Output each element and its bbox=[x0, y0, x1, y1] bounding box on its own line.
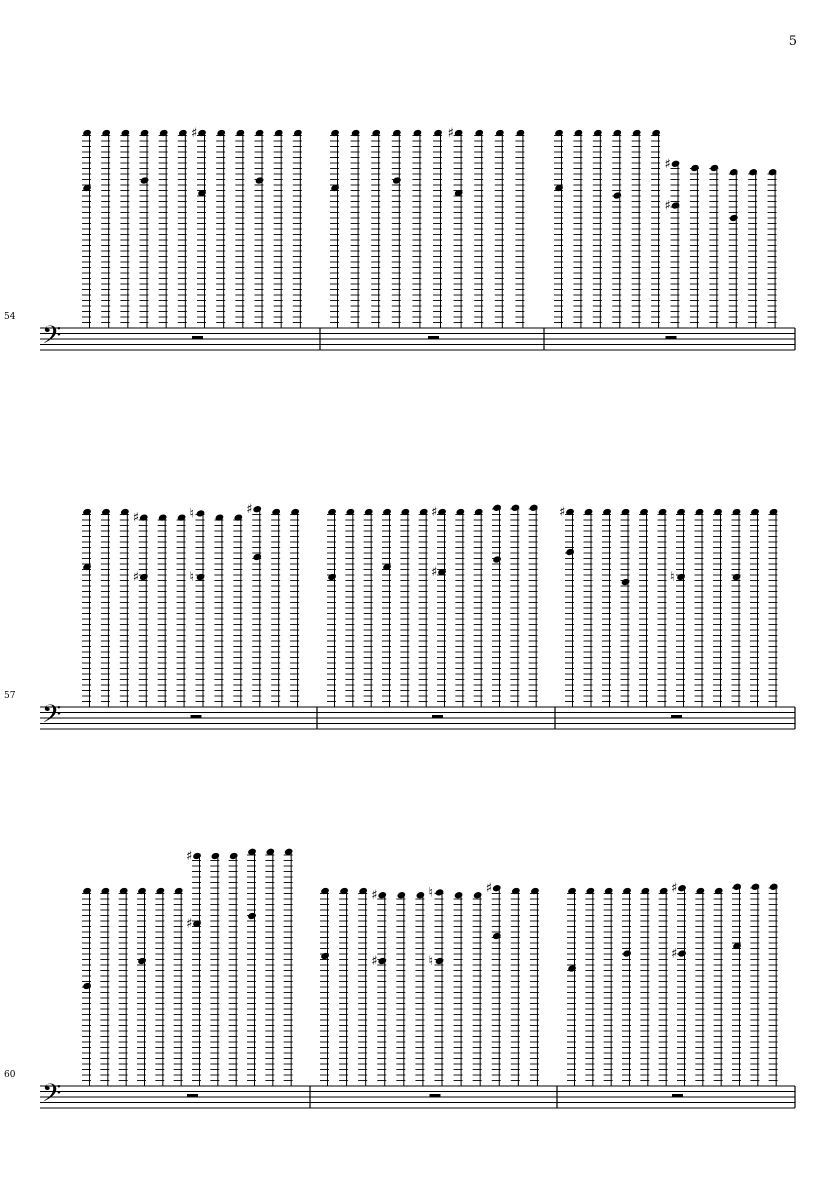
sharp-accidental-icon: ♯ bbox=[664, 156, 671, 172]
note-head bbox=[492, 504, 502, 512]
note-head bbox=[492, 884, 502, 892]
sharp-accidental-icon: ♯ bbox=[671, 946, 678, 962]
note-head bbox=[729, 168, 739, 176]
note-head bbox=[247, 912, 257, 920]
sharp-accidental-icon: ♯ bbox=[664, 198, 671, 214]
note-head bbox=[139, 573, 149, 581]
sharp-accidental-icon: ♯ bbox=[371, 888, 378, 904]
page-number: 5 bbox=[788, 34, 797, 49]
note-head bbox=[252, 505, 262, 513]
note-head bbox=[677, 884, 687, 892]
half-rest bbox=[432, 715, 443, 719]
note-head bbox=[252, 553, 262, 561]
note-head bbox=[751, 883, 761, 891]
note-head bbox=[690, 164, 700, 172]
note-head bbox=[710, 164, 720, 172]
note-head bbox=[215, 513, 225, 521]
note-head bbox=[748, 168, 758, 176]
sharp-accidental-icon: ♯ bbox=[431, 505, 438, 520]
sharp-accidental-icon: ♯ bbox=[246, 502, 253, 518]
note-head bbox=[565, 548, 575, 556]
bass-clef-icon: 𝄢 bbox=[42, 321, 62, 356]
note-head bbox=[327, 573, 337, 581]
half-rest bbox=[192, 336, 203, 340]
half-rest bbox=[428, 336, 439, 340]
bass-clef-icon: 𝄢 bbox=[42, 700, 62, 735]
note-head bbox=[492, 932, 502, 940]
note-head bbox=[435, 957, 445, 965]
note-head bbox=[671, 160, 681, 168]
half-rest bbox=[666, 336, 677, 340]
note-head bbox=[140, 176, 150, 184]
note-head bbox=[320, 952, 330, 960]
note-head bbox=[732, 573, 742, 581]
natural-accidental-icon: ♮ bbox=[428, 885, 434, 901]
note-head bbox=[255, 176, 265, 184]
sharp-accidental-icon: ♯ bbox=[132, 510, 140, 526]
note-head bbox=[397, 891, 407, 899]
natural-accidental-icon: ♮ bbox=[189, 506, 195, 522]
note-head bbox=[473, 891, 483, 899]
note-head bbox=[454, 891, 464, 899]
note-head bbox=[192, 852, 202, 860]
half-rest bbox=[671, 715, 682, 719]
note-head bbox=[82, 982, 92, 990]
note-head bbox=[567, 964, 577, 972]
note-head bbox=[769, 883, 779, 891]
note-head bbox=[158, 513, 168, 521]
note-head bbox=[211, 852, 221, 860]
note-head bbox=[435, 888, 445, 896]
note-head bbox=[676, 573, 686, 581]
sharp-accidental-icon: ♯ bbox=[431, 565, 438, 580]
note-head bbox=[416, 891, 426, 899]
note-head bbox=[377, 891, 387, 899]
note-head bbox=[229, 852, 239, 860]
note-head bbox=[139, 513, 149, 521]
measure-number: 57 bbox=[4, 691, 16, 701]
sharp-accidental-icon: ♯ bbox=[671, 881, 678, 897]
note-head bbox=[492, 555, 502, 563]
sharp-accidental-icon: ♯ bbox=[447, 126, 454, 141]
note-head bbox=[377, 957, 387, 965]
sharp-accidental-icon: ♯ bbox=[485, 881, 493, 897]
note-head bbox=[612, 191, 622, 199]
natural-accidental-icon: ♮ bbox=[428, 954, 434, 969]
sharp-accidental-icon: ♯ bbox=[191, 126, 198, 141]
half-rest bbox=[430, 1094, 441, 1098]
note-head bbox=[137, 957, 147, 965]
note-head bbox=[177, 513, 187, 521]
note-head bbox=[671, 201, 681, 209]
natural-accidental-icon: ♮ bbox=[670, 570, 675, 585]
sharp-accidental-icon: ♯ bbox=[371, 954, 378, 969]
note-head bbox=[529, 504, 539, 512]
sharp-accidental-icon: ♯ bbox=[186, 916, 193, 932]
half-rest bbox=[191, 715, 202, 719]
sharp-accidental-icon: ♯ bbox=[186, 849, 193, 864]
note-head bbox=[621, 578, 631, 586]
note-head bbox=[622, 949, 632, 957]
natural-accidental-icon: ♮ bbox=[189, 570, 195, 585]
note-head bbox=[392, 176, 402, 184]
sharp-accidental-icon: ♯ bbox=[559, 505, 566, 520]
note-head bbox=[677, 949, 687, 957]
half-rest bbox=[672, 1094, 683, 1098]
note-head bbox=[732, 883, 742, 891]
sharp-accidental-icon: ♯ bbox=[132, 570, 140, 585]
note-head bbox=[768, 168, 778, 176]
note-head bbox=[196, 573, 206, 581]
half-rest bbox=[187, 1094, 198, 1098]
bass-clef-icon: 𝄢 bbox=[42, 1079, 62, 1114]
measure-number: 60 bbox=[4, 1070, 16, 1080]
note-head bbox=[511, 504, 521, 512]
note-head bbox=[234, 513, 244, 521]
note-head bbox=[729, 214, 739, 222]
measure-number: 54 bbox=[4, 312, 16, 322]
note-head bbox=[196, 509, 206, 517]
